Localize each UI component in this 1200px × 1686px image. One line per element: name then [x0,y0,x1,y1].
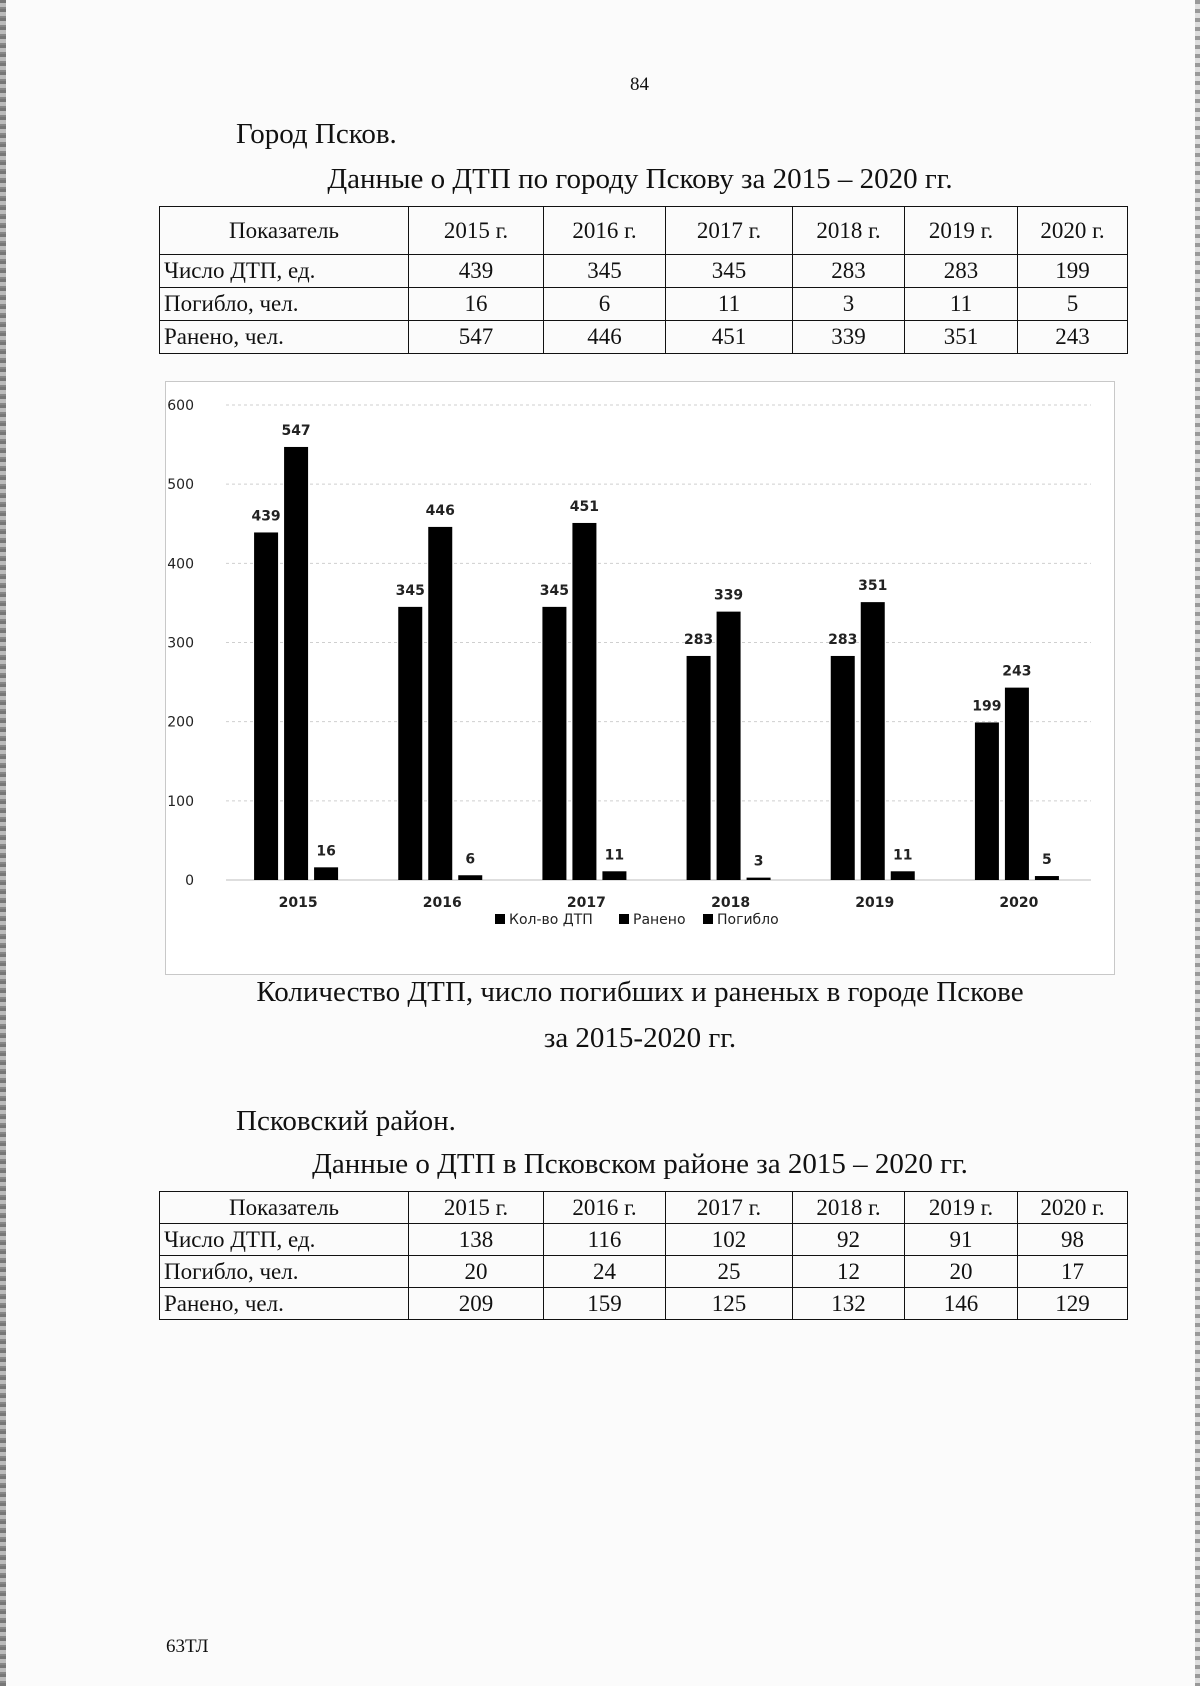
bar-ранено [717,612,741,880]
legend-swatch [619,914,629,924]
table-cell: 129 [1018,1288,1128,1320]
scan-edge-right [1195,0,1200,1686]
bar-погибло [747,878,771,880]
header-cell: 2019 г. [905,207,1018,255]
header-cell: Показатель [160,207,409,255]
table-cell: 25 [666,1256,793,1288]
document-footer-code: 63ТЛ [166,1636,209,1657]
bar-ранено [428,527,452,880]
bar-chart [166,382,1114,974]
header-cell: Показатель [160,1192,409,1224]
table-cell: 209 [409,1288,544,1320]
chart-caption-line-2: за 2015-2020 гг. [543,1022,737,1054]
table-header-row [160,1192,1128,1224]
legend-swatch [495,914,505,924]
data-label: 345 [539,582,570,599]
data-label: 243 [1002,663,1032,680]
table-cell: 146 [905,1288,1018,1320]
table-cell: 91 [905,1224,1018,1256]
header-cell: 2018 г. [793,1192,905,1224]
bar-ранено [572,523,596,880]
table-cell: 339 [793,321,905,354]
bar-кол-во-дтп [831,656,855,880]
table-cell: 20 [409,1256,544,1288]
data-label: 283 [828,631,858,648]
table-cell: 345 [544,255,666,288]
table-cell: 102 [666,1224,793,1256]
data-label: 547 [281,422,311,439]
x-tick-label: 2018 [711,895,751,911]
data-label: 351 [858,578,888,595]
data-label: 11 [893,847,913,864]
table-cell: 5 [1018,288,1128,321]
data-label: 3 [753,853,764,870]
x-tick-label: 2016 [422,895,462,911]
page-number: 84 [630,74,649,95]
data-label: 16 [316,843,336,860]
table-cell: 351 [905,321,1018,354]
bar-погибло [458,875,482,880]
bar-ранено [284,447,308,880]
chart-caption-line-1: Количество ДТП, число погибших и раненых в городе Пскове [256,976,1024,1008]
legend-swatch [703,914,713,924]
bar-ранено [861,602,885,880]
header-cell: 2015 г. [409,1192,544,1224]
bar-ранено [1005,688,1029,880]
row-label: Ранено, чел. [160,1288,409,1320]
row-label: Число ДТП, ед. [160,255,409,288]
table-cell: 6 [544,288,666,321]
table-pskov-city [159,206,1128,354]
table-cell: 116 [544,1224,666,1256]
table-cell: 243 [1018,321,1128,354]
table-cell: 16 [409,288,544,321]
y-tick-label: 200 [167,714,194,731]
y-tick-label: 600 [167,398,194,414]
header-cell: 2017 г. [666,207,793,255]
x-tick-label: 2015 [278,895,318,911]
data-label: 11 [604,847,625,864]
data-label: 6 [465,851,476,868]
x-tick-label: 2017 [566,895,606,911]
header-cell: 2020 г. [1018,1192,1128,1224]
table-cell: 92 [793,1224,905,1256]
bar-кол-во-дтп [687,656,711,880]
table-cell: 345 [666,255,793,288]
bar-кол-во-дтп [542,607,566,880]
section-heading-pskov-district: Псковский район. [236,1105,456,1137]
header-cell: 2015 г. [409,207,544,255]
data-label: 451 [569,498,600,515]
table-cell: 98 [1018,1224,1128,1256]
bar-кол-во-дтп [975,722,999,880]
table-cell: 17 [1018,1256,1128,1288]
bar-погибло [1035,876,1059,880]
table-title-pskov-city: Данные о ДТП по городу Пскову за 2015 – 2020 гг. [327,163,953,195]
y-tick-label: 300 [167,635,194,652]
data-label: 199 [972,698,1002,715]
bar-кол-во-дтп [254,532,278,880]
section-heading-pskov-city: Город Псков. [236,118,397,150]
data-label: 345 [395,582,425,599]
x-tick-label: 2020 [999,895,1039,911]
header-cell: 2020 г. [1018,207,1128,255]
data-label: 339 [713,587,744,604]
table-cell: 12 [793,1256,905,1288]
y-tick-label: 100 [167,793,194,810]
table-cell: 199 [1018,255,1128,288]
table-pskov-district [159,1191,1128,1320]
table-row [160,1256,1128,1288]
table-cell: 283 [905,255,1018,288]
table-row [160,321,1128,354]
header-cell: 2019 г. [905,1192,1018,1224]
table-cell: 138 [409,1224,544,1256]
legend-label: Погибло [717,912,779,928]
table-cell: 283 [793,255,905,288]
row-label: Ранено, чел. [160,321,409,354]
bar-погибло [602,871,626,880]
row-label: Погибло, чел. [160,1256,409,1288]
table-cell: 20 [905,1256,1018,1288]
bar-погибло [314,867,338,880]
table-cell: 439 [409,255,544,288]
table-title-pskov-district: Данные о ДТП в Псковском районе за 2015 – 2020 гг. [312,1148,968,1180]
data-label: 439 [251,508,281,525]
table-cell: 11 [905,288,1018,321]
data-label: 446 [425,502,455,519]
data-label: 283 [683,631,714,648]
bar-погибло [891,871,915,880]
table-cell: 446 [544,321,666,354]
legend-label: Ранено [633,912,686,928]
y-tick-label: 500 [167,477,194,494]
y-tick-label: 400 [167,556,194,573]
table-cell: 451 [666,321,793,354]
table-cell: 159 [544,1288,666,1320]
header-cell: 2017 г. [666,1192,793,1224]
table-row [160,255,1128,288]
table-cell: 24 [544,1256,666,1288]
table-cell: 3 [793,288,905,321]
row-label: Погибло, чел. [160,288,409,321]
table-cell: 132 [793,1288,905,1320]
header-cell: 2016 г. [544,207,666,255]
table-cell: 547 [409,321,544,354]
scan-edge-left [0,0,6,1686]
table-row [160,1224,1128,1256]
table-header-row [160,207,1128,255]
x-tick-label: 2019 [855,895,895,911]
legend-label: Кол-во ДТП [509,912,593,928]
data-label: 5 [1042,852,1052,869]
header-cell: 2016 г. [544,1192,666,1224]
row-label: Число ДТП, ед. [160,1224,409,1256]
table-row [160,288,1128,321]
table-cell: 11 [666,288,793,321]
table-cell: 125 [666,1288,793,1320]
header-cell: 2018 г. [793,207,905,255]
chart-frame [165,381,1115,975]
table-row [160,1288,1128,1320]
bar-кол-во-дтп [398,607,422,880]
y-tick-label: 0 [185,873,194,889]
